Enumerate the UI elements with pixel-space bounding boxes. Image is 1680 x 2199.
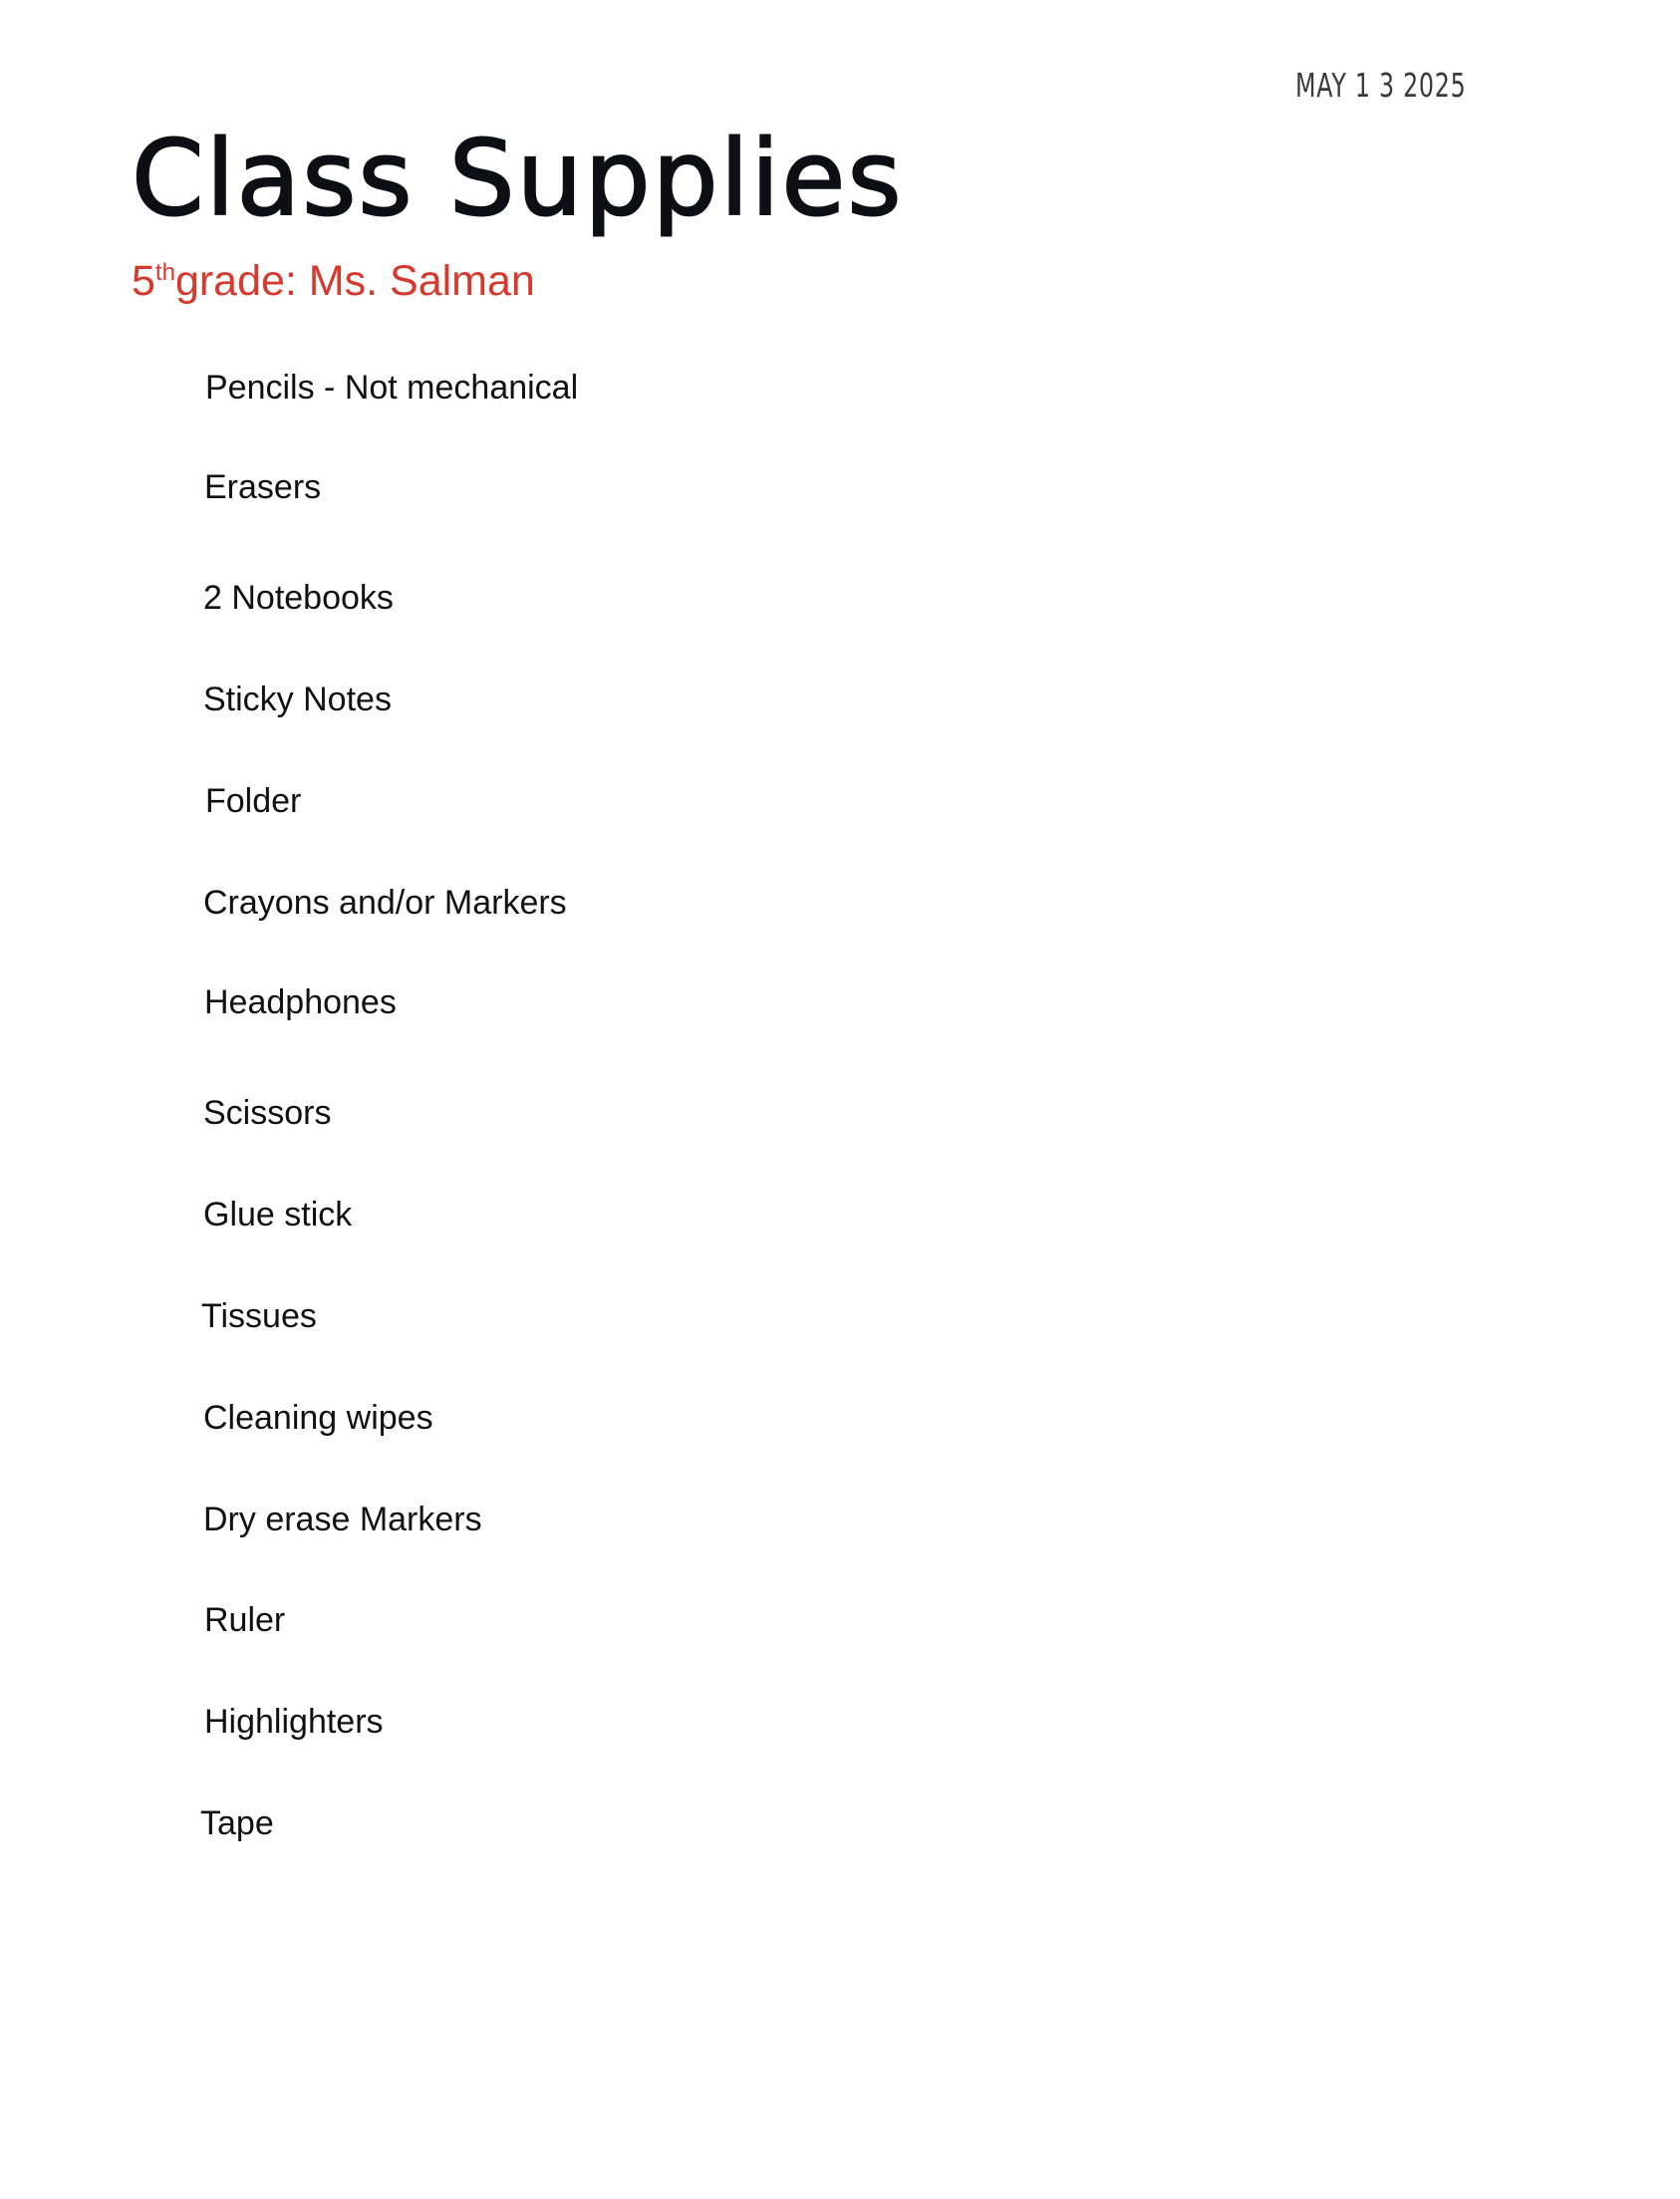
supply-item: Cleaning wipes [203,1399,433,1437]
supply-item: Glue stick [203,1196,353,1234]
supply-item: Tissues [201,1297,317,1335]
supply-item: Pencils - Not mechanical [205,369,579,407]
supply-item: Dry erase Markers [203,1501,482,1538]
supply-item: Erasers [204,468,322,506]
grade-teacher: grade: Ms. Salman [174,257,535,305]
supply-item: Tape [200,1804,274,1842]
supply-item: 2 Notebooks [203,579,394,617]
supply-item: Sticky Notes [203,681,392,718]
class-subtitle [132,257,535,306]
supply-item: Ruler [204,1601,286,1639]
grade-suffix: th [154,259,175,286]
grade-number: 5 [132,257,155,305]
supply-item: Scissors [203,1094,332,1132]
supply-item: Crayons and/or Markers [203,884,567,922]
page-title: Class Supplies [132,118,904,239]
received-date-stamp: MAY 1 3 2025 [1295,66,1467,105]
supply-item: Headphones [204,983,397,1021]
supply-item: Folder [205,782,302,820]
supply-item: Highlighters [204,1703,384,1741]
